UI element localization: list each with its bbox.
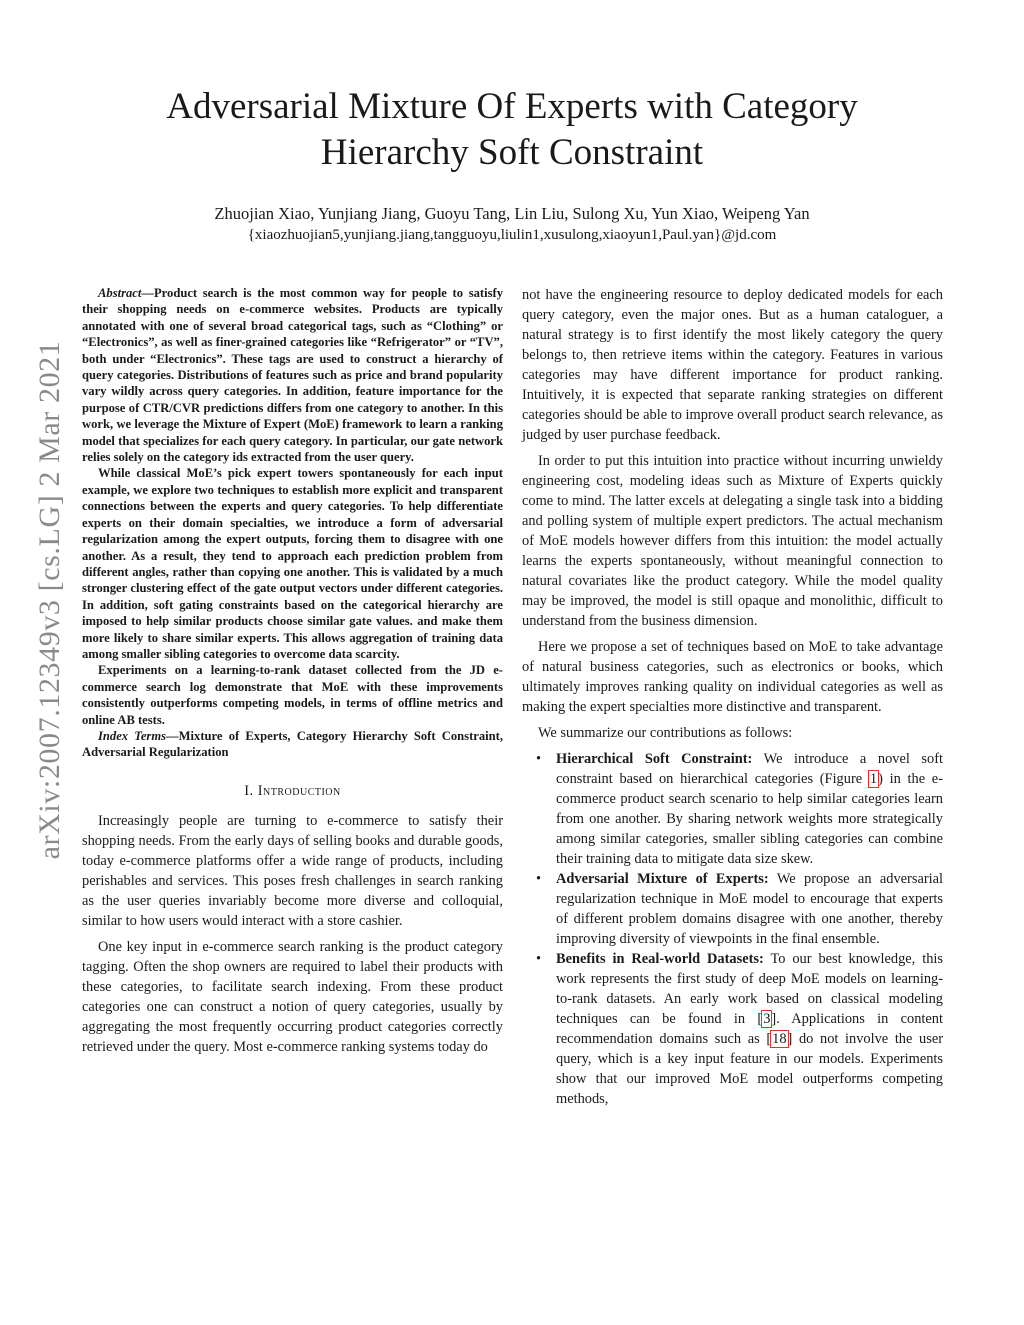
abstract-paragraph-2: While classical MoE’s pick expert towers spontaneously for each input example, we explore two techniques to establish more explicit and transparent connections between the experts and query categories. To help differentiate experts on their domain specialties, we introduce a form of adversarial regularization among the expert outputs, forcing them to disagree with one another. As a result, they tend to approach each prediction problem from different angles, rather than copying one another. This is validated by a much stronger clustering effect of the gate output vectors under different categories. In addition, soft gating constraints based on the categorical hierarchy are imposed to help similar products choose similar gate values. and make them more likely to share similar experts. This allows aggregation of training data among smaller sibling categories to overcome data scarcity. bbox=[82, 466, 503, 661]
author-list: Zhuojian Xiao, Yunjiang Jiang, Guoyu Tang, Lin Liu, Sulong Xu, Yun Xiao, Weipeng Yan bbox=[214, 204, 810, 223]
contribution-title: Adversarial Mixture of Experts: bbox=[556, 871, 769, 887]
abstract bbox=[82, 285, 503, 761]
citation-link-3[interactable]: 3 bbox=[763, 1011, 771, 1027]
index-terms-dash: — bbox=[166, 728, 179, 743]
abstract-paragraph-1 bbox=[82, 285, 503, 465]
index-terms-text: Mixture of Experts, Category Hierarchy Soft Constraint, Adversarial Regularization bbox=[82, 728, 503, 760]
contribution-item-real-world-benefits bbox=[522, 949, 943, 1109]
intro-paragraph-2: One key input in e-commerce search ranking is the product category tagging. Often the shop owners are required to label their products with these categories, to facilitate search indexing. From these product categories one can construct a notion of query categories, usually by aggregating the most frequently occurring product categories correctly retrieved under the query. Most e-commerce ranking systems today do bbox=[82, 938, 503, 1055]
paper-title bbox=[0, 84, 1024, 176]
contribution-text-cont: ]. Applications in content recommendation domains such as [ bbox=[556, 1011, 943, 1047]
contribution-list bbox=[522, 749, 943, 1109]
bullet-icon: • bbox=[536, 951, 542, 967]
abstract-paragraph-3: Experiments on a learning-to-rank dataset collected from the JD e-commerce search log demonstrate that MoE with these improvements consistently outperforms competing models, in terms of offline metrics and online AB tests. bbox=[82, 663, 503, 727]
abstract-dash: — bbox=[141, 286, 154, 300]
intro-paragraph-3: not have the engineering resource to deploy dedicated models for each query category, even the major ones. But as a human cataloguer, a natural strategy is to first identify the most likely category the query belongs to, then retrieve items within the category. Features in various categories may have different importance for product ranking. Intuitively, it is expected that separate ranking strategies on different categories should be able to improve overall product search relevance, as judged by user purchase feedback. bbox=[522, 287, 943, 443]
title-line-1: Adversarial Mixture Of Experts with Category bbox=[166, 86, 858, 127]
abstract-label: Abstract bbox=[98, 286, 142, 300]
left-column bbox=[82, 285, 503, 1063]
contribution-title: Hierarchical Soft Constraint: bbox=[556, 751, 753, 767]
section-heading-introduction bbox=[82, 781, 503, 801]
citation-link-18[interactable]: 18 bbox=[772, 1031, 787, 1047]
contribution-title: Benefits in Real-world Datasets: bbox=[556, 951, 764, 967]
intro-paragraph-5: Here we propose a set of techniques based on MoE to take advantage of natural business categories, such as electronics or books, which ultimately improves ranking quality on individual categories as well as making the expert specialties more distinctive and transparent. bbox=[522, 639, 943, 715]
contribution-text-end: ] do not involve the user query, which is a key input feature in our models. Experiments show that our improved MoE model outperforms competing methods, bbox=[556, 1031, 944, 1107]
contribution-text: To our best knowledge, this work represents the first study of deep MoE models on learning-to-rank datasets. An early work based on classical modeling techniques can be found in [ bbox=[556, 951, 943, 1027]
section-number: I. bbox=[244, 782, 254, 799]
contribution-text-cont: ) in the e-commerce product search scenario to help similar categories learn from one another. By sharing network weights more strategically among similar categories, smaller sibling categories can combine their training data to mitigate data size skew. bbox=[556, 771, 943, 867]
right-column bbox=[522, 285, 943, 1109]
index-terms bbox=[82, 728, 503, 761]
contribution-text: We introduce a novel soft constraint based on hierarchical categories (Figure bbox=[556, 751, 944, 787]
author-emails: {xiaozhuojian5,yunjiang.jiang,tangguoyu,liulin1,xusulong,xiaoyun1,Paul.yan}@jd.com bbox=[247, 227, 777, 243]
bullet-icon: • bbox=[536, 871, 542, 887]
index-terms-label: Index Terms bbox=[98, 728, 167, 743]
contribution-item-adversarial-moe bbox=[522, 869, 943, 949]
intro-paragraph-1: Increasingly people are turning to e-commerce to satisfy their shopping needs. From the early days of selling books and durable goods, today e-commerce platforms offer a wide range of products, including perishables and services. This poses fresh challenges in search ranking as the user queries invariably become more diverse and colloquial, similar to how users would interact with a store cashier. bbox=[82, 812, 503, 929]
contribution-text: We propose an adversarial regularization technique in MoE model to encourage that experts of different problem domains disagree with one another, thereby improving diversity of viewpoints in the final ensemble. bbox=[556, 871, 944, 947]
contributions-intro: We summarize our contributions as follows: bbox=[538, 725, 793, 741]
abstract-text-1: Product search is the most common way for people to satisfy their shopping needs on e-commerce websites. Products are typically annotated with one of several broad categorical tags, such as “Clothing” or “Electronics”, as well as finer-grained categories like “Refrigerator” or “TV”, both under “Electronics”. These tags are used to construct a hierarchy of query categories. Distributions of features such as price and brand popularity vary wildly across query categories. In addition, feature importance for the purpose of CTR/CVR predictions differs from one category to another. In this work, we leverage the Mixture of Expert (MoE) framework to learn a ranking model that specializes for each query category. In particular, our gate network relies solely on the category ids extracted from the user query. bbox=[82, 286, 503, 465]
intro-paragraph-4: In order to put this intuition into practice without incurring unwieldy engineering cost, modeling ideas such as Mixture of Experts quickly come to mind. The latter excels at delegating a single task into a bidding and polling system of multiple expert predictors. The actual mechanism of MoE models however differs from this intuition: the model actually learns the experts spontaneously, without meaningful connection to natural covariates like the product category. While the model quality may be improved, the model is still opaque and monolithic, difficult to understand from the business dimension. bbox=[522, 453, 943, 629]
bullet-icon: • bbox=[536, 751, 542, 767]
section-title: Introduction bbox=[257, 782, 341, 799]
title-line-2: Hierarchy Soft Constraint bbox=[320, 132, 704, 173]
figure-reference-link[interactable]: 1 bbox=[869, 771, 878, 787]
arxiv-identifier-stamp: arXiv:2007.12349v3 [cs.LG] 2 Mar 2021 bbox=[33, 340, 66, 860]
contribution-item-hierarchical-soft-constraint bbox=[522, 749, 943, 869]
